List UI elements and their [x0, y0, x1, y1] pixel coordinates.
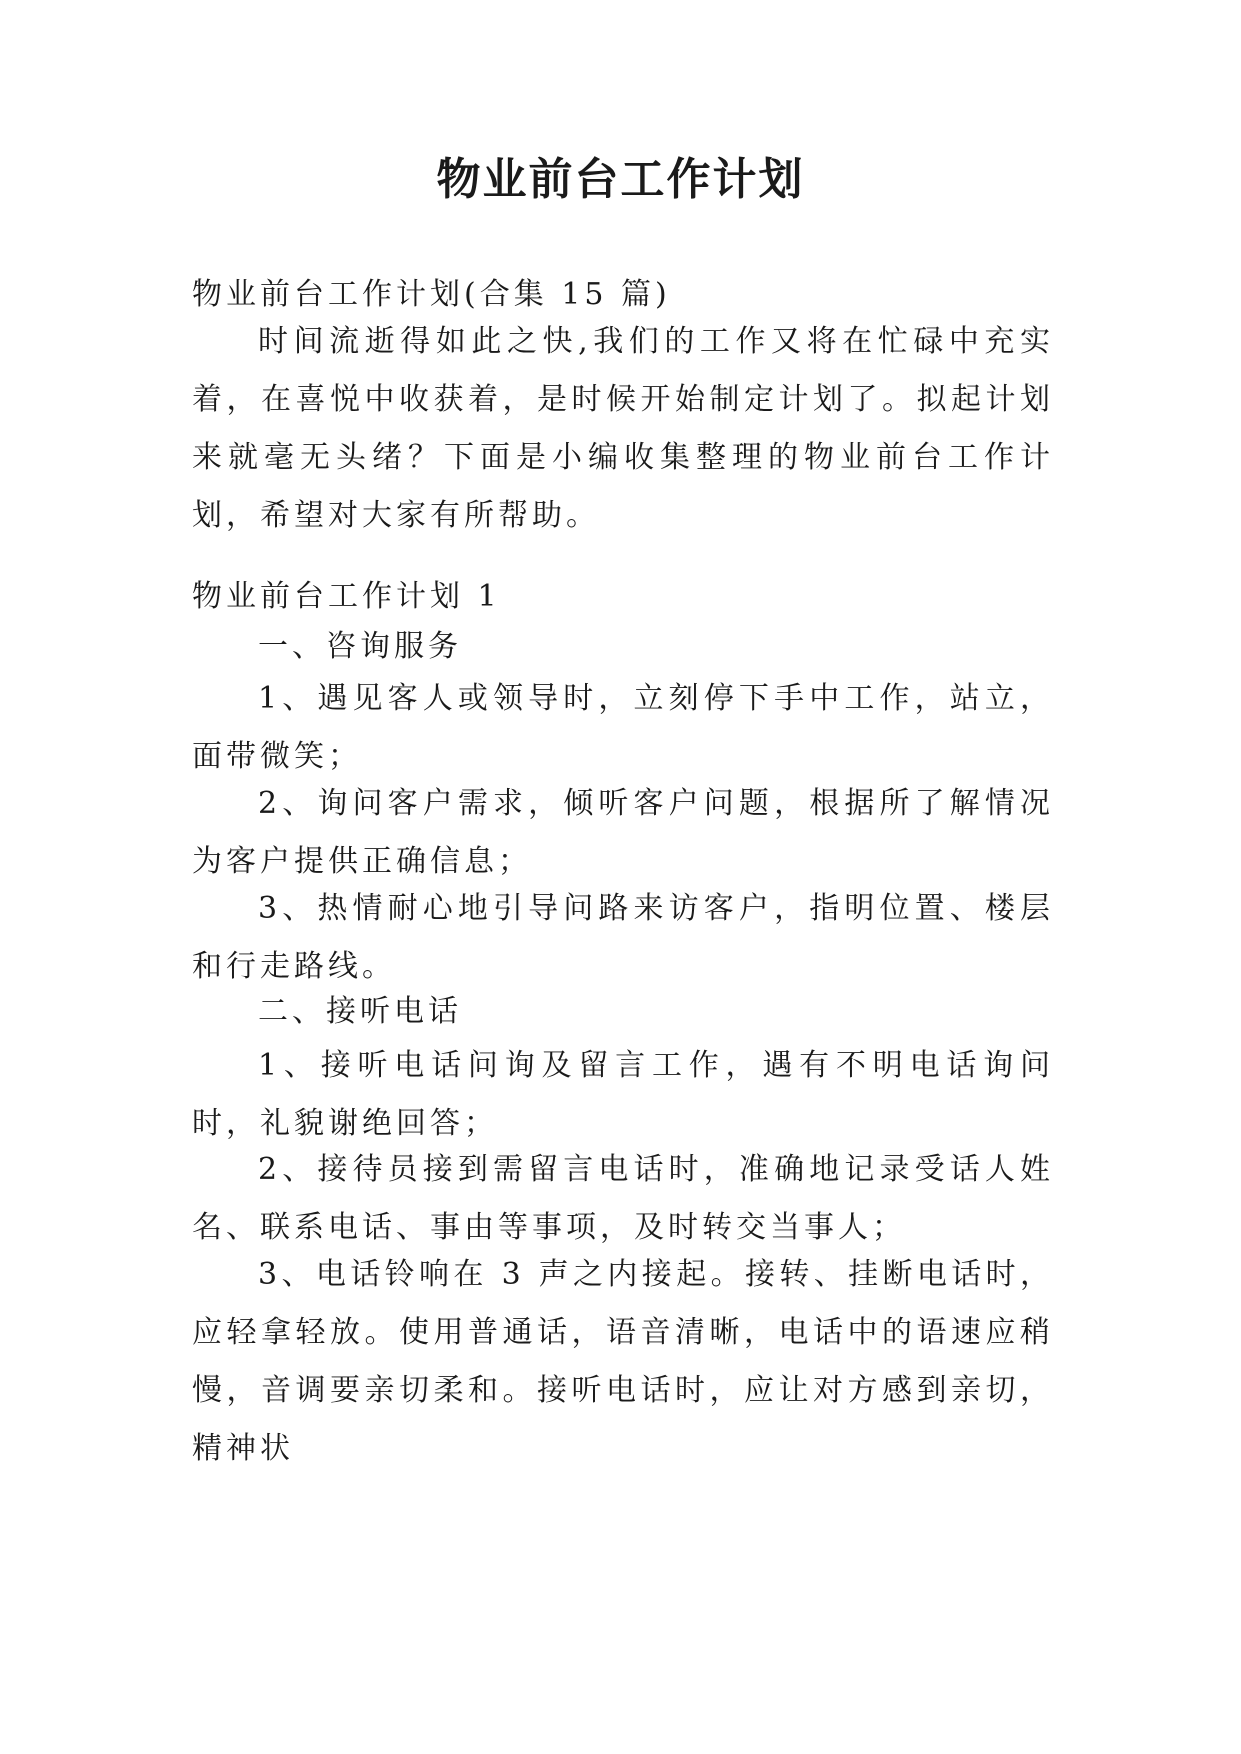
- section-heading: 物业前台工作计划 1: [192, 579, 501, 614]
- intro-paragraph: 时间流逝得如此之快,我们的工作又将在忙碌中充实着，在喜悦中收获着，是时候开始制定计划了。拟起计划来就毫无头绪？下面是小编收集整理的物业前台工作计划，希望对大家有所帮助。: [192, 324, 1054, 533]
- part2-item3: 3、电话铃响在 3 声之内接起。接转、挂断电话时，应轻拿轻放。使用普通话，语音清晰，电话中的语速应稍慢，音调要亲切柔和。接听电话时，应让对方感到亲切，精神状: [192, 1257, 1054, 1466]
- part2-heading: 二、接听电话: [258, 994, 462, 1029]
- part1-item1: 1、遇见客人或领导时，立刻停下手中工作，站立，面带微笑；: [192, 681, 1054, 774]
- document-subtitle: 物业前台工作计划(合集 15 篇): [192, 277, 671, 312]
- part2-item2: 2、接待员接到需留言电话时，准确地记录受话人姓名、联系电话、事由等事项，及时转交当事人；: [192, 1152, 1054, 1245]
- part1-item3: 3、热情耐心地引导问路来访客户，指明位置、楼层和行走路线。: [192, 891, 1054, 984]
- part2-item1: 1、接听电话问询及留言工作，遇有不明电话询问时，礼貌谢绝回答；: [192, 1048, 1054, 1141]
- part1-heading: 一、咨询服务: [258, 629, 462, 664]
- document-title: 物业前台工作计划: [436, 154, 805, 205]
- part1-item2: 2、询问客户需求，倾听客户问题，根据所了解情况为客户提供正确信息；: [192, 786, 1054, 879]
